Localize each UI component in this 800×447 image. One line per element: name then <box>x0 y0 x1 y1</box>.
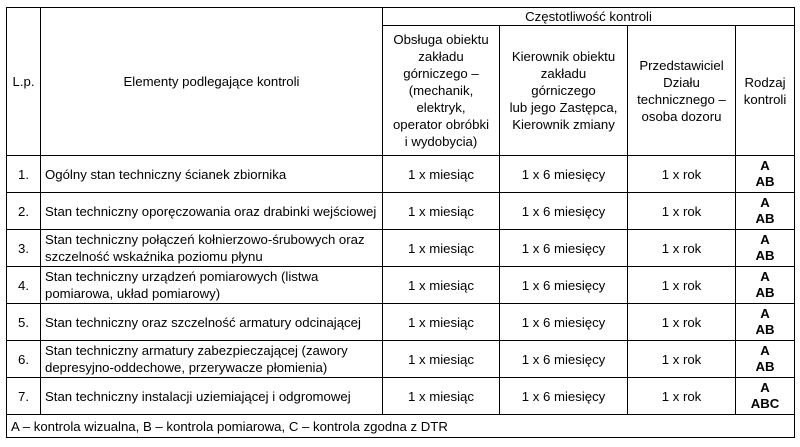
header-line: i wydobycia) <box>404 134 478 149</box>
header-line: elektryk, <box>416 100 466 115</box>
header-line: górniczego – <box>403 66 479 81</box>
control-kind-code: A <box>760 343 770 358</box>
row-element: Stan techniczny połączeń kołnierzowo-śrubowych oraz szczelność wskaźnika poziomu płynu <box>41 230 383 267</box>
row-element: Stan techniczny oporęczowania oraz drabinki wejściowej <box>41 193 383 230</box>
row-element: Stan techniczny instalacji uziemiającej i odgromowej <box>41 378 383 415</box>
control-kind-code: AB <box>755 174 775 189</box>
control-kind-code: A <box>760 195 770 210</box>
header-line: Działu <box>663 74 700 90</box>
header-manager <box>500 26 628 156</box>
row-technical-frequency: 1 x rok <box>628 304 736 341</box>
table-row <box>7 304 795 341</box>
header-line: operator obróbki <box>392 117 490 132</box>
row-technical-frequency: 1 x rok <box>628 230 736 267</box>
row-manager-frequency: 1 x 6 miesięcy <box>500 230 628 267</box>
control-kind-code: AB <box>755 359 775 374</box>
row-service-frequency: 1 x miesiąc <box>383 193 500 230</box>
row-number: 5. <box>7 304 41 341</box>
row-element: Stan techniczny oraz szczelność armatury odcinającej <box>41 304 383 341</box>
control-kind-code: A <box>760 380 770 395</box>
header-line: górniczego <box>531 83 596 98</box>
row-number: 1. <box>7 156 41 193</box>
control-kind-code: A <box>760 306 770 321</box>
row-technical-frequency: 1 x rok <box>628 378 736 415</box>
row-technical-frequency: 1 x rok <box>628 341 736 378</box>
table-row <box>7 378 795 415</box>
row-service-frequency: 1 x miesiąc <box>383 304 500 341</box>
header-frequency: Częstotliwość kontroli <box>383 8 795 26</box>
table-row <box>7 341 795 378</box>
row-control-kind <box>736 341 795 378</box>
table-row <box>7 230 795 267</box>
row-element: Stan techniczny urządzeń pomiarowych (listwa pomiarowa, układ pomiarowy) <box>41 267 383 304</box>
header-line: lub jego Zastępca, <box>509 100 618 115</box>
row-manager-frequency: 1 x 6 miesięcy <box>500 267 628 304</box>
row-number: 4. <box>7 267 41 304</box>
row-service-frequency: 1 x miesiąc <box>383 341 500 378</box>
row-service-frequency: 1 x miesiąc <box>383 378 500 415</box>
header-line: zakładu <box>418 49 464 64</box>
header-line: technicznego – <box>637 91 726 107</box>
row-technical-frequency: 1 x rok <box>628 193 736 230</box>
header-service <box>383 26 500 156</box>
header-line: kontroli <box>743 91 787 107</box>
row-service-frequency: 1 x miesiąc <box>383 230 500 267</box>
row-control-kind <box>736 193 795 230</box>
header-line: (mechanik, <box>408 83 474 98</box>
row-number: 3. <box>7 230 41 267</box>
control-kind-code: A <box>760 158 770 173</box>
control-kind-code: AB <box>755 211 775 226</box>
row-control-kind <box>736 230 795 267</box>
row-number: 2. <box>7 193 41 230</box>
control-schedule-table <box>6 7 795 438</box>
row-control-kind <box>736 378 795 415</box>
row-manager-frequency: 1 x 6 miesięcy <box>500 378 628 415</box>
control-kind-code: A <box>760 269 770 284</box>
header-line: Obsługa obiektu <box>393 32 489 47</box>
header-line: Rodzaj <box>744 74 786 90</box>
header-line: Kierownik zmiany <box>512 117 615 132</box>
row-manager-frequency: 1 x 6 miesięcy <box>500 341 628 378</box>
table-row <box>7 267 795 304</box>
table-row <box>7 156 795 193</box>
legend: A – kontrola wizualna, B – kontrola pomiarowa, C – kontrola zgodna z DTR <box>7 415 795 438</box>
header-kind <box>736 26 795 156</box>
row-technical-frequency: 1 x rok <box>628 156 736 193</box>
row-number: 6. <box>7 341 41 378</box>
row-control-kind <box>736 156 795 193</box>
control-kind-code: AB <box>755 322 775 337</box>
row-technical-frequency: 1 x rok <box>628 267 736 304</box>
row-element: Ogólny stan techniczny ścianek zbiornika <box>41 156 383 193</box>
row-service-frequency: 1 x miesiąc <box>383 267 500 304</box>
row-control-kind <box>736 267 795 304</box>
header-line: zakładu <box>540 66 587 81</box>
table-body <box>7 156 795 415</box>
row-element: Stan techniczny armatury zabezpieczającej (zawory depresyjno-oddechowe, przerywacze płomienia) <box>41 341 383 378</box>
row-manager-frequency: 1 x 6 miesięcy <box>500 156 628 193</box>
row-service-frequency: 1 x miesiąc <box>383 156 500 193</box>
row-manager-frequency: 1 x 6 miesięcy <box>500 304 628 341</box>
header-line: Kierownik obiektu <box>511 49 616 64</box>
control-kind-code: AB <box>755 285 775 300</box>
header-technical <box>628 26 736 156</box>
header-line: osoba dozoru <box>641 108 722 124</box>
header-elements: Elementy podlegające kontroli <box>41 8 383 156</box>
control-kind-code: ABC <box>750 396 780 411</box>
row-number: 7. <box>7 378 41 415</box>
row-control-kind <box>736 304 795 341</box>
row-manager-frequency: 1 x 6 miesięcy <box>500 193 628 230</box>
table-row <box>7 193 795 230</box>
control-kind-code: AB <box>755 248 775 263</box>
header-line: Przedstawiciel <box>639 57 724 73</box>
control-kind-code: A <box>760 232 770 247</box>
header-lp: L.p. <box>7 8 41 156</box>
